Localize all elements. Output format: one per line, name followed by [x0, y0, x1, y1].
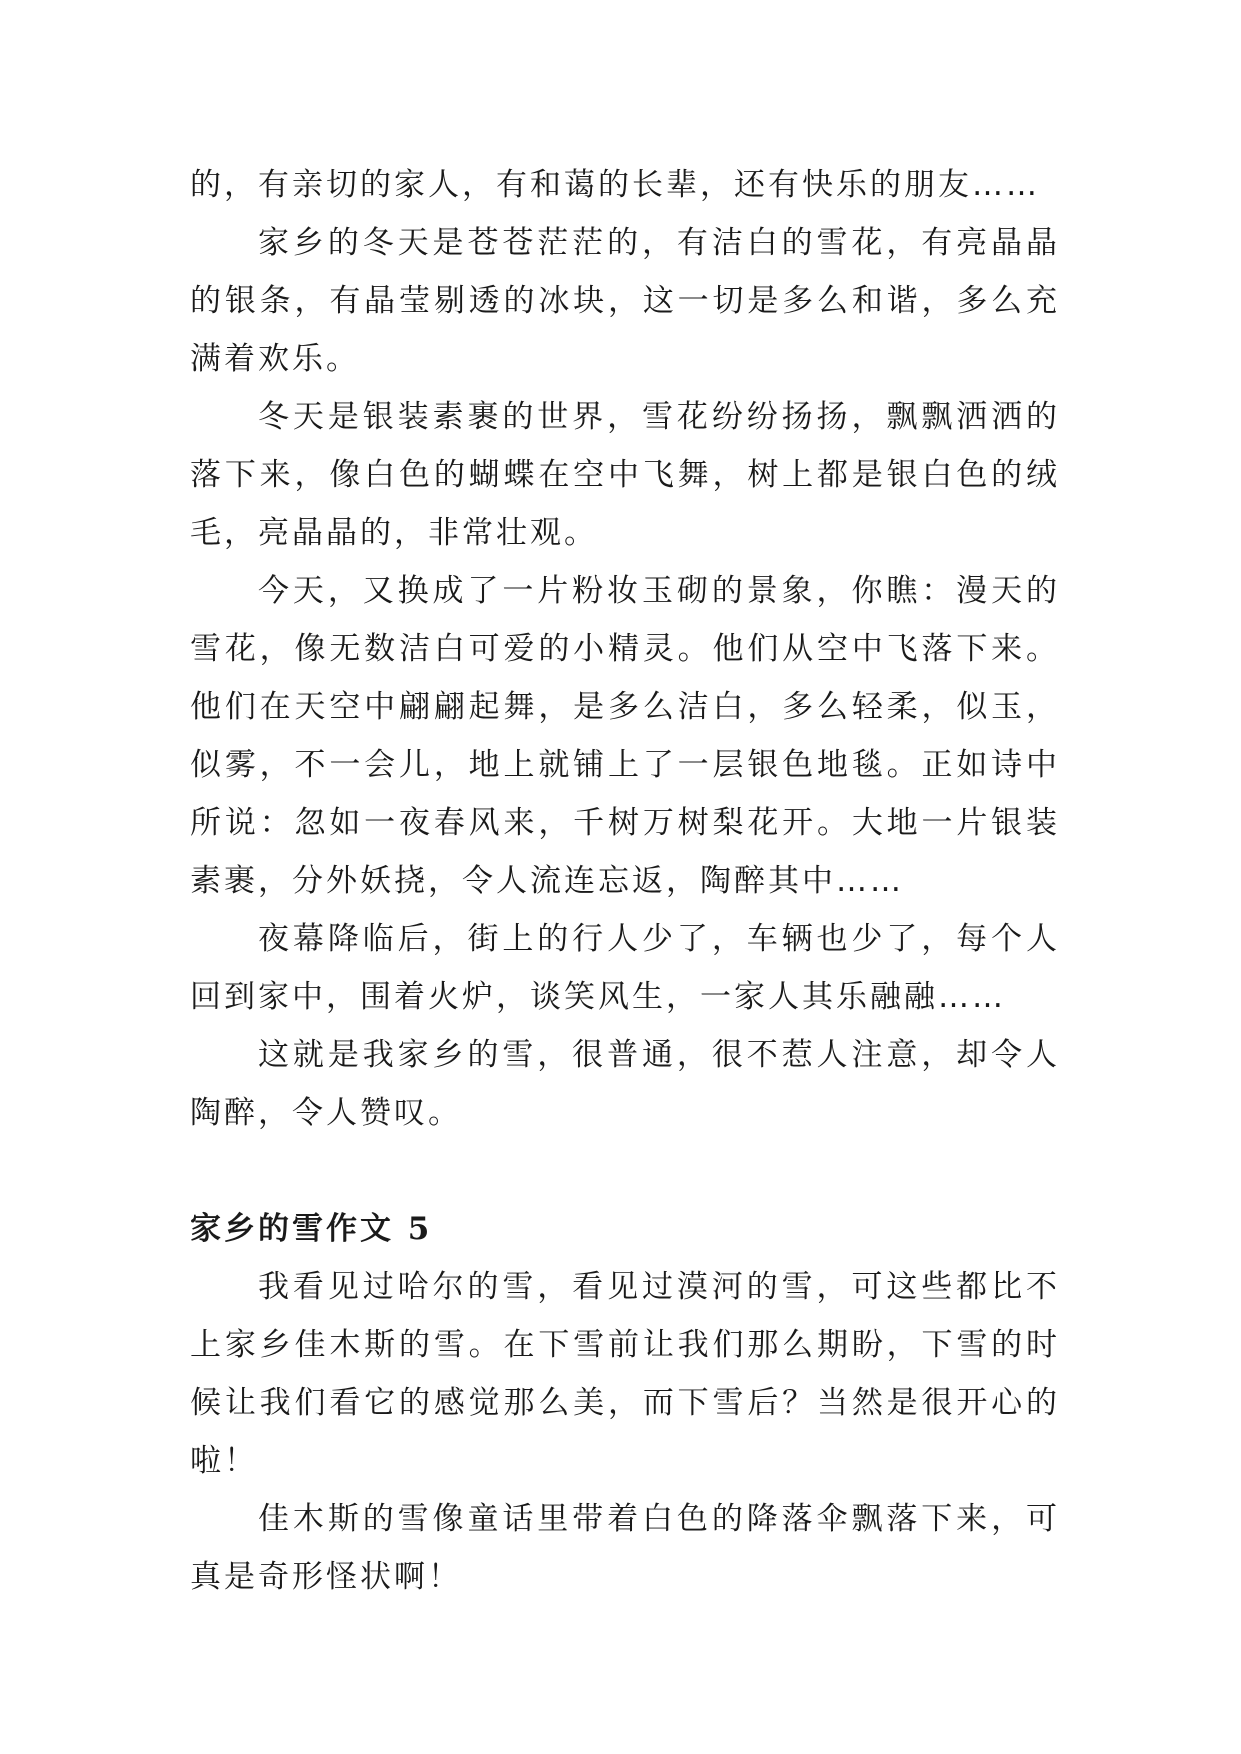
paragraph-2: 家乡的冬天是苍苍茫茫的，有洁白的雪花，有亮晶晶的银条，有晶莹剔透的冰块，这一切是多么和谐，多么充满着欢乐。 — [190, 225, 1060, 377]
paragraph-7: 我看见过哈尔的雪，看见过漠河的雪，可这些都比不上家乡佳木斯的雪。在下雪前让我们那么期盼，下雪的时候让我们看它的感觉那么美，而下雪后？当然是很开心的啦！ — [190, 1269, 1060, 1479]
paragraph-5: 夜幕降临后，街上的行人少了，车辆也少了，每个人回到家中，围着火炉，谈笑风生，一家人其乐融融…… — [190, 921, 1060, 1015]
paragraph-1: 的，有亲切的家人，有和蔼的长辈，还有快乐的朋友…… — [190, 167, 1040, 203]
paragraph-4: 今天，又换成了一片粉妆玉砌的景象，你瞧：漫天的雪花，像无数洁白可爱的小精灵。他们从空中飞落下来。他们在天空中翩翩起舞，是多么洁白，多么轻柔，似玉，似雾，不一会儿，地上就铺上了一层银色地毯。正如诗中所说：忽如一夜春风来，千树万树梨花开。大地一片银装素裹，分外妖挠，令人流连忘返，陶醉其中…… — [190, 573, 1060, 899]
section-gap — [190, 1142, 1060, 1200]
section-heading: 家乡的雪作文 5 — [190, 1211, 433, 1247]
paragraph-8: 佳木斯的雪像童话里带着白色的降落伞飘落下来，可真是奇形怪状啊！ — [190, 1501, 1060, 1595]
paragraph-6: 这就是我家乡的雪，很普通，很不惹人注意，却令人陶醉，令人赞叹。 — [190, 1037, 1060, 1131]
document-body — [190, 156, 1060, 1606]
paragraph-3: 冬天是银装素裹的世界，雪花纷纷扬扬，飘飘洒洒的落下来，像白色的蝴蝶在空中飞舞，树上都是银白色的绒毛，亮晶晶的，非常壮观。 — [190, 399, 1060, 551]
